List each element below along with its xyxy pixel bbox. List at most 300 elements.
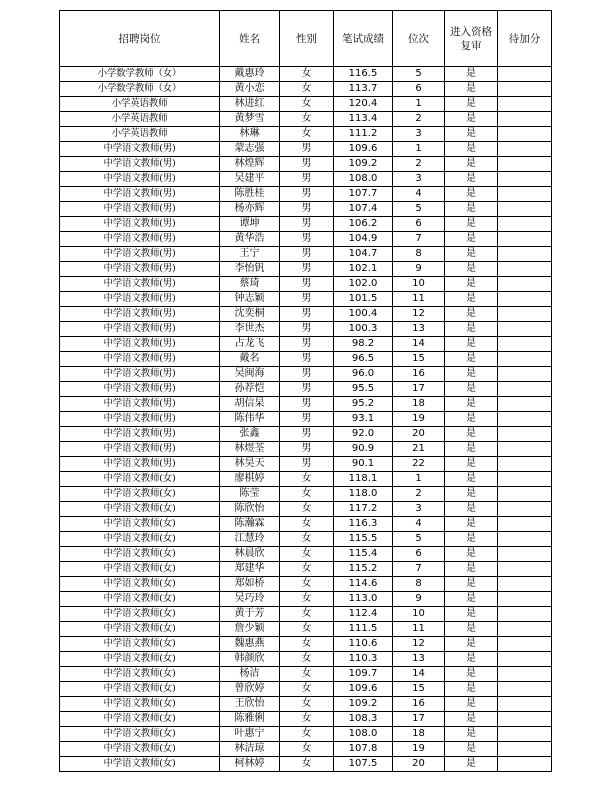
cell-review: 是 (445, 67, 498, 82)
cell-position: 中学语文教师(女) (60, 472, 220, 487)
cell-rank: 9 (393, 262, 445, 277)
cell-review: 是 (445, 667, 498, 682)
cell-bonus (498, 697, 552, 712)
cell-score: 95.5 (334, 382, 393, 397)
cell-rank: 3 (393, 127, 445, 142)
cell-position: 中学语文教师(女) (60, 487, 220, 502)
cell-gender: 女 (280, 487, 334, 502)
cell-review: 是 (445, 652, 498, 667)
table-row (60, 607, 552, 622)
cell-rank: 7 (393, 232, 445, 247)
cell-bonus (498, 442, 552, 457)
cell-gender: 女 (280, 667, 334, 682)
cell-position: 中学语文教师(男) (60, 442, 220, 457)
cell-position: 中学语文教师(女) (60, 667, 220, 682)
cell-rank: 18 (393, 397, 445, 412)
cell-gender: 女 (280, 697, 334, 712)
cell-bonus (498, 397, 552, 412)
table-row (60, 202, 552, 217)
table-row (60, 487, 552, 502)
table-row (60, 682, 552, 697)
cell-name: 孙荐恺 (220, 382, 280, 397)
cell-review: 是 (445, 607, 498, 622)
cell-score: 96.5 (334, 352, 393, 367)
table-row (60, 322, 552, 337)
cell-name: 吴建平 (220, 172, 280, 187)
table-row (60, 82, 552, 97)
cell-rank: 1 (393, 97, 445, 112)
cell-name: 陈莹 (220, 487, 280, 502)
cell-score: 112.4 (334, 607, 393, 622)
cell-review: 是 (445, 397, 498, 412)
cell-name: 黄华浩 (220, 232, 280, 247)
cell-rank: 14 (393, 337, 445, 352)
cell-review: 是 (445, 502, 498, 517)
cell-position: 中学语文教师(男) (60, 307, 220, 322)
cell-rank: 1 (393, 142, 445, 157)
cell-review: 是 (445, 157, 498, 172)
cell-name: 戴名 (220, 352, 280, 367)
table-row (60, 97, 552, 112)
cell-score: 107.8 (334, 742, 393, 757)
cell-name: 谭坤 (220, 217, 280, 232)
cell-gender: 女 (280, 742, 334, 757)
cell-gender: 女 (280, 67, 334, 82)
table-row (60, 712, 552, 727)
cell-name: 郑如桥 (220, 577, 280, 592)
table-row (60, 292, 552, 307)
cell-position: 中学语文教师(女) (60, 517, 220, 532)
cell-bonus (498, 382, 552, 397)
cell-position: 中学语文教师(女) (60, 532, 220, 547)
cell-bonus (498, 487, 552, 502)
cell-rank: 2 (393, 157, 445, 172)
cell-position: 中学语文教师(女) (60, 712, 220, 727)
cell-score: 90.9 (334, 442, 393, 457)
cell-score: 90.1 (334, 457, 393, 472)
table-row (60, 457, 552, 472)
cell-gender: 男 (280, 157, 334, 172)
cell-score: 111.5 (334, 622, 393, 637)
cell-position: 中学语文教师(女) (60, 757, 220, 772)
cell-gender: 男 (280, 367, 334, 382)
cell-gender: 女 (280, 82, 334, 97)
cell-rank: 5 (393, 532, 445, 547)
cell-rank: 17 (393, 382, 445, 397)
cell-review: 是 (445, 382, 498, 397)
header-position: 招聘岗位 (60, 11, 220, 67)
cell-position: 中学语文教师(男) (60, 352, 220, 367)
cell-name: 吴闽海 (220, 367, 280, 382)
cell-review: 是 (445, 187, 498, 202)
cell-gender: 男 (280, 292, 334, 307)
cell-gender: 男 (280, 352, 334, 367)
table-row (60, 232, 552, 247)
cell-gender: 男 (280, 442, 334, 457)
cell-name: 林煌辉 (220, 157, 280, 172)
cell-review: 是 (445, 112, 498, 127)
cell-bonus (498, 277, 552, 292)
header-rank: 位次 (393, 11, 445, 67)
cell-gender: 男 (280, 337, 334, 352)
cell-gender: 男 (280, 427, 334, 442)
cell-position: 中学语文教师(女) (60, 577, 220, 592)
cell-position: 小学数学教师（女） (60, 82, 220, 97)
cell-position: 中学语文教师(女) (60, 622, 220, 637)
table-row (60, 157, 552, 172)
cell-score: 110.6 (334, 637, 393, 652)
table-row (60, 307, 552, 322)
cell-position: 中学语文教师(男) (60, 247, 220, 262)
table-row (60, 742, 552, 757)
cell-review: 是 (445, 547, 498, 562)
table-row (60, 337, 552, 352)
cell-score: 96.0 (334, 367, 393, 382)
cell-bonus (498, 352, 552, 367)
cell-name: 蔡琦 (220, 277, 280, 292)
cell-gender: 女 (280, 577, 334, 592)
cell-gender: 男 (280, 457, 334, 472)
table-row (60, 142, 552, 157)
table-row (60, 532, 552, 547)
cell-review: 是 (445, 472, 498, 487)
cell-review: 是 (445, 292, 498, 307)
table-row (60, 727, 552, 742)
cell-gender: 男 (280, 187, 334, 202)
cell-score: 110.3 (334, 652, 393, 667)
cell-review: 是 (445, 757, 498, 772)
cell-bonus (498, 322, 552, 337)
cell-bonus (498, 427, 552, 442)
cell-gender: 男 (280, 217, 334, 232)
cell-bonus (498, 457, 552, 472)
cell-name: 王宁 (220, 247, 280, 262)
cell-score: 100.3 (334, 322, 393, 337)
cell-position: 中学语文教师(女) (60, 637, 220, 652)
cell-score: 115.5 (334, 532, 393, 547)
cell-review: 是 (445, 442, 498, 457)
cell-name: 陈雅俐 (220, 712, 280, 727)
cell-name: 黄于芳 (220, 607, 280, 622)
cell-rank: 8 (393, 577, 445, 592)
table-row (60, 367, 552, 382)
table-row (60, 382, 552, 397)
cell-review: 是 (445, 577, 498, 592)
header-row (60, 11, 552, 67)
cell-name: 陈伟华 (220, 412, 280, 427)
cell-name: 陈欣怡 (220, 502, 280, 517)
cell-gender: 女 (280, 757, 334, 772)
cell-score: 102.1 (334, 262, 393, 277)
cell-position: 中学语文教师(女) (60, 652, 220, 667)
cell-name: 柯林婷 (220, 757, 280, 772)
cell-review: 是 (445, 232, 498, 247)
cell-gender: 女 (280, 607, 334, 622)
cell-gender: 女 (280, 532, 334, 547)
cell-position: 中学语文教师(男) (60, 262, 220, 277)
cell-position: 中学语文教师(男) (60, 172, 220, 187)
table-body (60, 67, 552, 772)
cell-review: 是 (445, 517, 498, 532)
cell-name: 黄梦雪 (220, 112, 280, 127)
cell-position: 中学语文教师(女) (60, 682, 220, 697)
table-row (60, 592, 552, 607)
cell-review: 是 (445, 697, 498, 712)
cell-position: 中学语文教师(女) (60, 592, 220, 607)
cell-position: 中学语文教师(女) (60, 562, 220, 577)
cell-name: 韩颜欣 (220, 652, 280, 667)
cell-gender: 男 (280, 322, 334, 337)
cell-name: 张鑫 (220, 427, 280, 442)
cell-name: 李世杰 (220, 322, 280, 337)
cell-review: 是 (445, 82, 498, 97)
cell-rank: 2 (393, 487, 445, 502)
cell-rank: 8 (393, 247, 445, 262)
cell-score: 114.6 (334, 577, 393, 592)
cell-rank: 11 (393, 622, 445, 637)
cell-review: 是 (445, 352, 498, 367)
cell-rank: 15 (393, 352, 445, 367)
cell-position: 小学数学教师（女） (60, 67, 220, 82)
cell-rank: 1 (393, 472, 445, 487)
table-row (60, 67, 552, 82)
cell-review: 是 (445, 367, 498, 382)
cell-score: 98.2 (334, 337, 393, 352)
cell-name: 林晨欣 (220, 547, 280, 562)
cell-rank: 19 (393, 412, 445, 427)
cell-name: 杨洁 (220, 667, 280, 682)
cell-score: 102.0 (334, 277, 393, 292)
cell-bonus (498, 637, 552, 652)
results-table (59, 10, 552, 772)
cell-score: 104.7 (334, 247, 393, 262)
cell-bonus (498, 127, 552, 142)
cell-score: 109.6 (334, 682, 393, 697)
cell-name: 王欣怡 (220, 697, 280, 712)
cell-position: 中学语文教师(男) (60, 427, 220, 442)
cell-score: 107.5 (334, 757, 393, 772)
cell-review: 是 (445, 97, 498, 112)
cell-score: 118.1 (334, 472, 393, 487)
cell-gender: 男 (280, 142, 334, 157)
cell-name: 林煜荃 (220, 442, 280, 457)
cell-gender: 男 (280, 232, 334, 247)
cell-review: 是 (445, 742, 498, 757)
cell-name: 陈瀚霖 (220, 517, 280, 532)
cell-bonus (498, 682, 552, 697)
cell-rank: 11 (393, 292, 445, 307)
cell-gender: 女 (280, 652, 334, 667)
cell-bonus (498, 472, 552, 487)
cell-rank: 3 (393, 172, 445, 187)
cell-bonus (498, 217, 552, 232)
cell-bonus (498, 607, 552, 622)
cell-name: 李怡钒 (220, 262, 280, 277)
cell-bonus (498, 202, 552, 217)
cell-gender: 女 (280, 712, 334, 727)
cell-bonus (498, 97, 552, 112)
cell-position: 中学语文教师(男) (60, 382, 220, 397)
table-row (60, 637, 552, 652)
cell-gender: 男 (280, 247, 334, 262)
cell-name: 吴巧玲 (220, 592, 280, 607)
cell-position: 中学语文教师(男) (60, 322, 220, 337)
cell-score: 104.9 (334, 232, 393, 247)
cell-position: 中学语文教师(男) (60, 292, 220, 307)
cell-review: 是 (445, 457, 498, 472)
cell-review: 是 (445, 217, 498, 232)
cell-gender: 男 (280, 307, 334, 322)
cell-review: 是 (445, 427, 498, 442)
cell-bonus (498, 292, 552, 307)
cell-review: 是 (445, 202, 498, 217)
cell-rank: 10 (393, 277, 445, 292)
cell-bonus (498, 757, 552, 772)
cell-position: 中学语文教师(男) (60, 217, 220, 232)
cell-bonus (498, 562, 552, 577)
cell-rank: 9 (393, 592, 445, 607)
cell-name: 叶惠宁 (220, 727, 280, 742)
table-row (60, 517, 552, 532)
cell-score: 92.0 (334, 427, 393, 442)
cell-score: 120.4 (334, 97, 393, 112)
cell-position: 中学语文教师(女) (60, 742, 220, 757)
cell-score: 111.2 (334, 127, 393, 142)
cell-name: 戴惠玲 (220, 67, 280, 82)
cell-score: 115.4 (334, 547, 393, 562)
cell-bonus (498, 412, 552, 427)
header-review-line1: 进入资格 (450, 25, 492, 38)
cell-gender: 男 (280, 172, 334, 187)
cell-bonus (498, 142, 552, 157)
cell-bonus (498, 67, 552, 82)
cell-score: 115.2 (334, 562, 393, 577)
cell-name: 林洁琼 (220, 742, 280, 757)
cell-position: 中学语文教师(男) (60, 232, 220, 247)
cell-score: 116.3 (334, 517, 393, 532)
header-score: 笔试成绩 (334, 11, 393, 67)
cell-rank: 4 (393, 187, 445, 202)
cell-gender: 女 (280, 547, 334, 562)
cell-score: 109.2 (334, 697, 393, 712)
cell-position: 中学语文教师(女) (60, 502, 220, 517)
cell-rank: 21 (393, 442, 445, 457)
table-row (60, 442, 552, 457)
cell-review: 是 (445, 262, 498, 277)
table-row (60, 622, 552, 637)
table-row (60, 472, 552, 487)
cell-gender: 女 (280, 502, 334, 517)
table-row (60, 187, 552, 202)
cell-position: 小学英语教师 (60, 97, 220, 112)
cell-gender: 男 (280, 412, 334, 427)
cell-gender: 女 (280, 622, 334, 637)
cell-rank: 13 (393, 652, 445, 667)
cell-bonus (498, 172, 552, 187)
cell-rank: 6 (393, 547, 445, 562)
cell-bonus (498, 742, 552, 757)
cell-name: 林进红 (220, 97, 280, 112)
cell-rank: 17 (393, 712, 445, 727)
cell-rank: 6 (393, 82, 445, 97)
cell-position: 中学语文教师(男) (60, 412, 220, 427)
cell-rank: 22 (393, 457, 445, 472)
cell-rank: 3 (393, 502, 445, 517)
cell-name: 郑建华 (220, 562, 280, 577)
table-row (60, 427, 552, 442)
cell-rank: 13 (393, 322, 445, 337)
cell-position: 小学英语教师 (60, 112, 220, 127)
cell-bonus (498, 367, 552, 382)
cell-bonus (498, 307, 552, 322)
cell-score: 113.4 (334, 112, 393, 127)
cell-review: 是 (445, 337, 498, 352)
cell-name: 林昊天 (220, 457, 280, 472)
cell-position: 中学语文教师(男) (60, 457, 220, 472)
cell-position: 中学语文教师(男) (60, 397, 220, 412)
cell-bonus (498, 157, 552, 172)
cell-rank: 6 (393, 217, 445, 232)
cell-position: 中学语文教师(女) (60, 607, 220, 622)
cell-score: 108.0 (334, 172, 393, 187)
cell-gender: 男 (280, 277, 334, 292)
cell-review: 是 (445, 532, 498, 547)
cell-score: 113.7 (334, 82, 393, 97)
table-row (60, 697, 552, 712)
cell-review: 是 (445, 637, 498, 652)
cell-gender: 女 (280, 727, 334, 742)
cell-name: 江慧玲 (220, 532, 280, 547)
cell-score: 109.7 (334, 667, 393, 682)
cell-bonus (498, 727, 552, 742)
cell-score: 118.0 (334, 487, 393, 502)
cell-rank: 15 (393, 682, 445, 697)
cell-rank: 10 (393, 607, 445, 622)
cell-gender: 女 (280, 517, 334, 532)
cell-gender: 女 (280, 472, 334, 487)
cell-score: 106.2 (334, 217, 393, 232)
cell-rank: 12 (393, 307, 445, 322)
cell-score: 109.6 (334, 142, 393, 157)
cell-position: 中学语文教师(男) (60, 367, 220, 382)
cell-name: 胡信杲 (220, 397, 280, 412)
header-gender: 性别 (280, 11, 334, 67)
cell-review: 是 (445, 592, 498, 607)
cell-bonus (498, 232, 552, 247)
cell-position: 中学语文教师(男) (60, 337, 220, 352)
cell-bonus (498, 247, 552, 262)
cell-score: 100.4 (334, 307, 393, 322)
cell-rank: 5 (393, 202, 445, 217)
cell-score: 109.2 (334, 157, 393, 172)
cell-gender: 女 (280, 112, 334, 127)
cell-bonus (498, 82, 552, 97)
cell-score: 107.4 (334, 202, 393, 217)
cell-review: 是 (445, 247, 498, 262)
cell-bonus (498, 517, 552, 532)
cell-gender: 男 (280, 262, 334, 277)
table-row (60, 112, 552, 127)
cell-rank: 16 (393, 367, 445, 382)
cell-score: 113.0 (334, 592, 393, 607)
cell-bonus (498, 187, 552, 202)
table-row (60, 172, 552, 187)
cell-name: 林琳 (220, 127, 280, 142)
cell-rank: 7 (393, 562, 445, 577)
cell-review: 是 (445, 142, 498, 157)
cell-score: 107.7 (334, 187, 393, 202)
cell-review: 是 (445, 127, 498, 142)
